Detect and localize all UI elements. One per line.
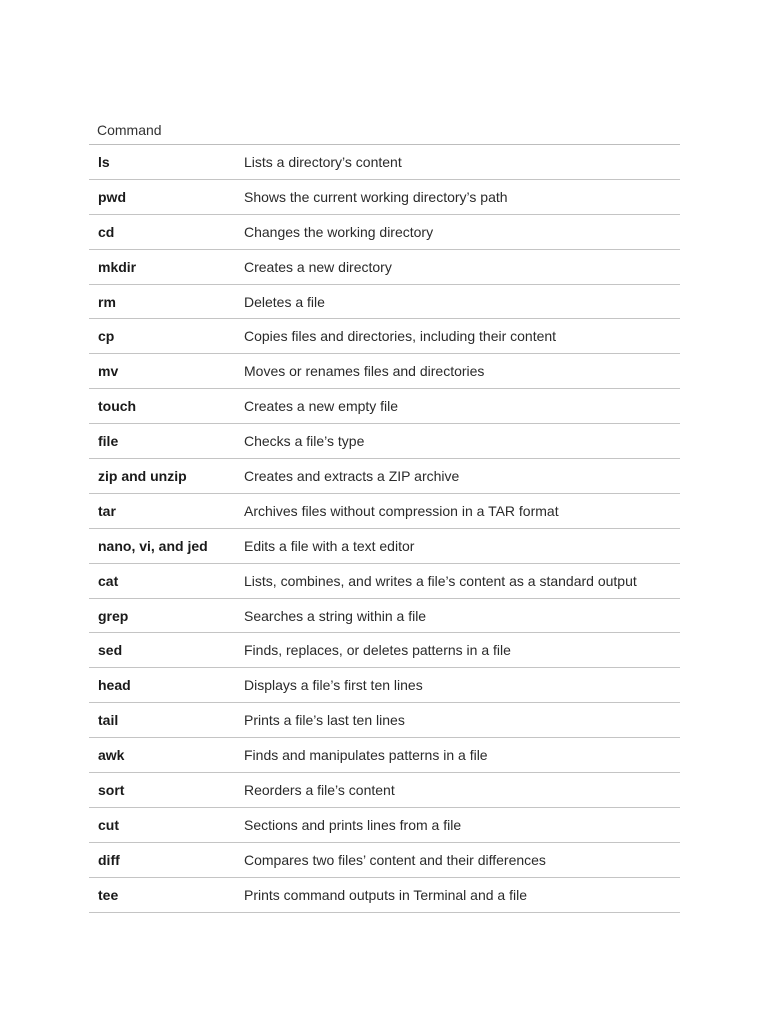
command-cell: tail <box>98 712 119 729</box>
description-cell: Reorders a file’s content <box>244 781 395 798</box>
command-cell: awk <box>98 747 125 764</box>
table-row <box>89 633 680 668</box>
description-cell: Sections and prints lines from a file <box>244 816 462 833</box>
description-cell: Searches a string within a file <box>244 607 427 624</box>
table-row <box>89 773 680 808</box>
table-header-row <box>89 110 680 145</box>
command-cell: nano, vi, and jed <box>98 537 208 554</box>
description-cell: Creates a new directory <box>244 258 392 275</box>
table-row <box>89 808 680 843</box>
table-row <box>89 180 680 215</box>
command-cell: tar <box>98 502 116 519</box>
table-row <box>89 878 680 913</box>
description-cell: Creates and extracts a ZIP archive <box>244 467 460 484</box>
table-row <box>89 599 680 634</box>
command-cell: cat <box>98 572 119 589</box>
description-cell: Archives files without compression in a TAR format <box>244 502 559 519</box>
description-cell: Prints command outputs in Terminal and a file <box>244 886 527 903</box>
command-cell: file <box>98 433 119 450</box>
command-cell: cd <box>98 223 115 240</box>
command-cell: diff <box>98 851 120 868</box>
description-cell: Compares two files’ content and their differences <box>244 851 546 868</box>
table-row <box>89 319 680 354</box>
command-cell: ls <box>98 153 110 170</box>
description-cell: Prints a file’s last ten lines <box>244 712 405 729</box>
command-cell: tee <box>98 886 119 903</box>
table-row <box>89 250 680 285</box>
description-cell: Finds and manipulates patterns in a file <box>244 747 488 764</box>
command-cell: rm <box>98 293 116 310</box>
commands-table <box>89 110 680 913</box>
description-cell: Edits a file with a text editor <box>244 537 415 554</box>
command-cell: mkdir <box>98 258 137 275</box>
table-row <box>89 494 680 529</box>
table-row <box>89 215 680 250</box>
command-cell: mv <box>98 363 119 380</box>
table-row <box>89 389 680 424</box>
command-cell: cp <box>98 328 115 345</box>
description-cell: Moves or renames files and directories <box>244 363 485 380</box>
table-row <box>89 668 680 703</box>
description-cell: Changes the working directory <box>244 223 434 240</box>
description-cell: Deletes a file <box>244 293 325 310</box>
command-cell: touch <box>98 398 137 415</box>
table-row <box>89 738 680 773</box>
table-row <box>89 285 680 320</box>
command-cell: cut <box>98 816 119 833</box>
description-cell: Checks a file’s type <box>244 433 365 450</box>
table-row <box>89 843 680 878</box>
description-cell: Displays a file’s first ten lines <box>244 677 423 694</box>
command-cell: zip and unzip <box>98 467 187 484</box>
command-cell: sed <box>98 642 123 659</box>
table-row <box>89 459 680 494</box>
table-row <box>89 564 680 599</box>
description-cell: Finds, replaces, or deletes patterns in a file <box>244 642 511 659</box>
description-cell: Shows the current working directory’s path <box>244 188 508 205</box>
command-cell: pwd <box>98 188 126 205</box>
table-row <box>89 145 680 180</box>
table-row <box>89 424 680 459</box>
table-header-command: Command <box>97 122 162 138</box>
command-cell: head <box>98 677 131 694</box>
table-row <box>89 354 680 389</box>
command-cell: grep <box>98 607 129 624</box>
table-row <box>89 703 680 738</box>
description-cell: Lists a directory’s content <box>244 153 402 170</box>
table-row <box>89 529 680 564</box>
description-cell: Creates a new empty file <box>244 398 399 415</box>
description-cell: Copies files and directories, including their content <box>244 328 557 345</box>
description-cell: Lists, combines, and writes a file’s content as a standard output <box>244 572 637 589</box>
command-cell: sort <box>98 781 125 798</box>
